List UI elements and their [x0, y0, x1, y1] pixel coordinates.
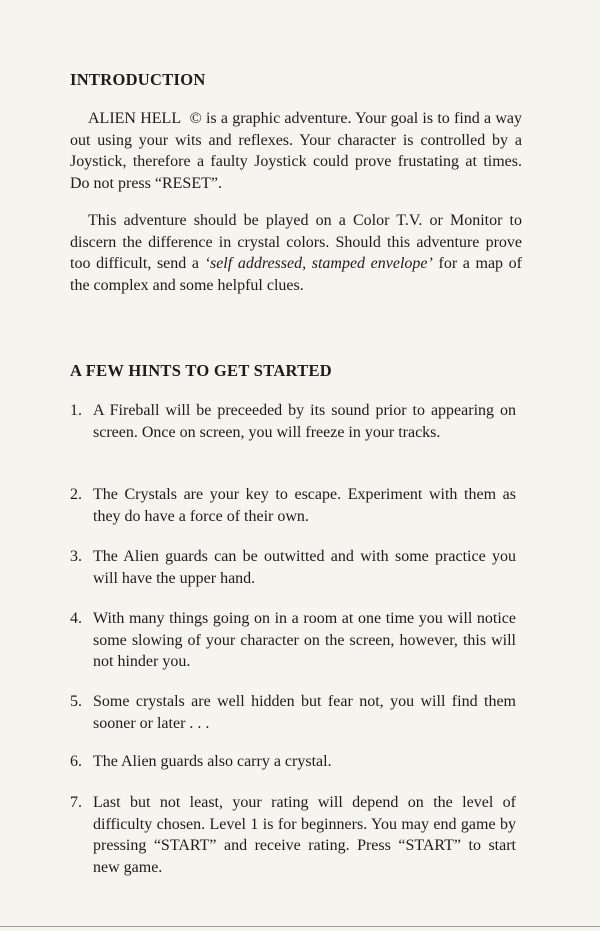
introduction-paragraph-2-text-b: for a map of the complex and some helpful clues. — [70, 255, 523, 294]
hint-text: The Alien guards can be outwitted and with some practice you will have the upper hand. — [93, 548, 516, 587]
hint-text: The Crystals are your key to escape. Experiment with them as they do have a force of their own. — [93, 486, 516, 525]
hint-item — [70, 751, 516, 773]
hint-number: 1. — [70, 402, 82, 419]
hint-text: A Fireball will be preceeded by its sound prior to appearing on screen. Once on screen, you will freeze in your tracks. — [93, 402, 516, 441]
hint-number: 6. — [70, 753, 82, 770]
game-title: ALIEN HELL — [88, 110, 182, 127]
hint-item — [70, 484, 516, 527]
hint-number: 3. — [70, 548, 82, 565]
introduction-paragraph-1 — [70, 108, 522, 194]
envelope-emphasis: ‘self addressed, stamped envelope’ — [204, 255, 433, 272]
hint-item — [70, 546, 516, 589]
hint-item — [70, 608, 516, 673]
hint-item — [70, 400, 516, 443]
introduction-paragraph-2 — [70, 210, 522, 296]
introduction-paragraph-2-text-a: This adventure should be played on a Color T.V. or Monitor to discern the difference in crystal colors. Should this adventure prove too difficult, send a — [70, 212, 522, 272]
hint-number: 7. — [70, 794, 82, 811]
hint-number: 2. — [70, 486, 82, 503]
hint-number: 5. — [70, 693, 82, 710]
introduction-paragraph-1-text: is a graphic adventure. Your goal is to find a way out using your wits and reflexes. Your character is controlled by a Joystick, therefore a faulty Joystick could prove frustating at times. Do not press “RESET”. — [70, 110, 522, 192]
hint-item — [70, 691, 516, 734]
page-bottom-divider — [0, 926, 600, 927]
introduction-heading: INTRODUCTION — [70, 70, 206, 89]
hint-text: With many things going on in a room at one time you will notice some slowing of your character on the screen, however, this will not hinder you. — [93, 610, 516, 670]
hint-text: The Alien guards also carry a crystal. — [93, 753, 332, 770]
hint-text: Last but not least, your rating will depend on the level of difficulty chosen. Level 1 is for beginners. You may end game by pressing “START” and receive rating. Press “START” to start new game. — [93, 794, 516, 876]
hint-text: Some crystals are well hidden but fear not, you will find them sooner or later . . . — [93, 693, 516, 732]
copyright-symbol: © — [189, 110, 202, 127]
hint-number: 4. — [70, 610, 82, 627]
hint-item — [70, 792, 516, 878]
hints-heading: A FEW HINTS TO GET STARTED — [70, 361, 332, 380]
